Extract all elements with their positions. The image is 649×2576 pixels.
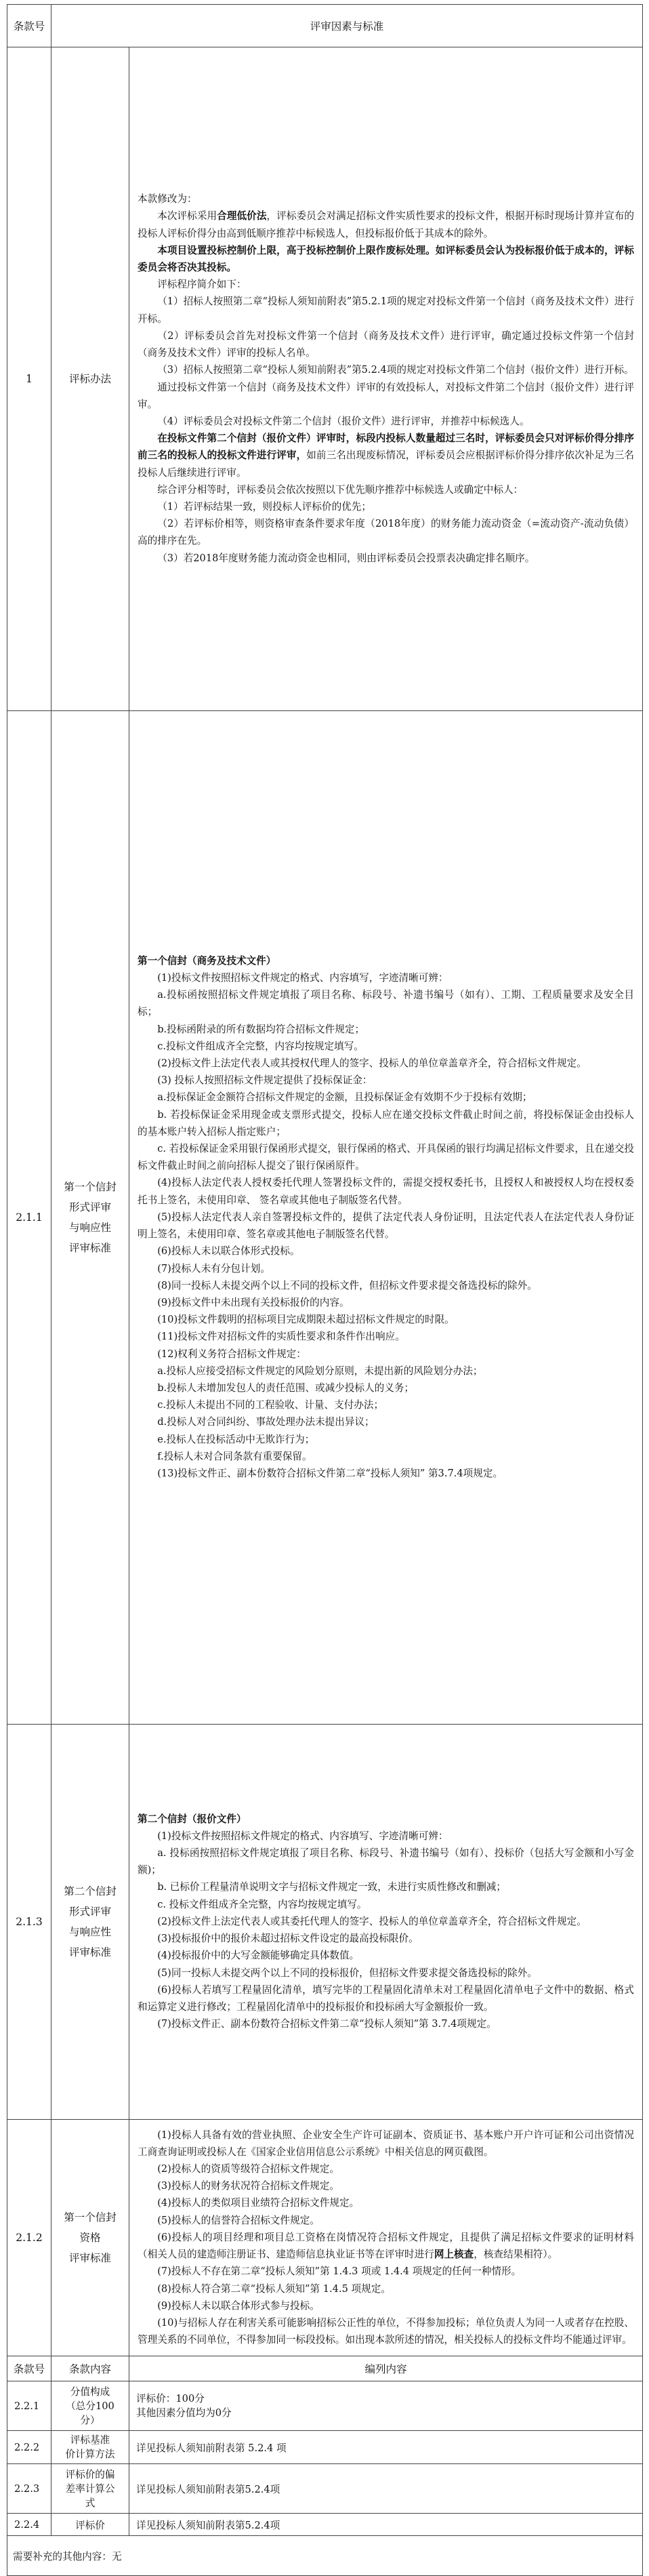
- edit-header-num: 条款号: [7, 2356, 51, 2381]
- paragraph: (7)投标人不存在第二章“投标人须知”第 1.4.3 项或 1.4.4 项规定的任何一种情形。: [157, 2266, 522, 2278]
- text-line: 评审标准: [68, 1242, 111, 1254]
- clause-name: 评标办法: [51, 47, 129, 711]
- paragraph: 本次评标采用合理低价法，评标委员会对满足招标文件实质性要求的投标文件，根据开标时现场计算并宣布的投标人评标价得分由高到低顺序推荐中标候选人，但投标报价低于其成本的除外。: [138, 210, 634, 239]
- paragraph: (1)投标文件按照招标文件规定的格式、内容填写、字迹清晰可辨：: [157, 1830, 448, 1842]
- text-line: 详见投标人须知前附表第5.2.4项: [136, 2483, 280, 2495]
- paragraph: （3）招标人按照第二章“投标人须知前附表”第5.2.4项的规定对投标文件第二个信封（报价文件）进行开标。: [157, 364, 634, 376]
- paragraph: (6)投标人的项目经理和项目总工资格在岗情况符合招标文件规定，且提供了满足招标文件要求的证明材料（相关人员的建造师注册证书、建造师信息执业证书等在评审时进行网上核查，核查结果相符）。: [138, 2231, 635, 2261]
- paragraph: (4)投标人法定代表人授权委托代理人签署投标文件的，需提交授权委托书，且授权人和被授权人均在授权委托书上签名，未使用印章、 签名章或其他电子制版签名代替。: [138, 1177, 635, 1206]
- text-line: 第二个信封: [64, 1885, 117, 1897]
- paragraph: (8)投标人符合第二章“投标人须知”第 1.4.5 项规定。: [157, 2282, 391, 2295]
- paragraph: (5)投标人的信誉符合招标文件规定。: [157, 2214, 320, 2226]
- text-line: 式: [85, 2497, 96, 2509]
- clause-name: [51, 711, 129, 1725]
- paragraph: （2）若评标价相等，则资格审查条件要求年度（2018年度）的财务能力流动资金（=流动资产-流动负债）高的排序在先。: [138, 518, 635, 547]
- paragraph: （4）评标委员会对投标文件第二个信封（报价文件）进行评审，并推荐中标候选人。: [157, 415, 530, 427]
- edit-num: 2.2.4: [7, 2514, 51, 2536]
- paragraph: 评标程序简介如下：: [157, 279, 247, 291]
- paragraph: d.投标人对合同纠纷、事故处理办法未提出异议；: [157, 1416, 375, 1428]
- header-factor: 评审因素与标准: [51, 5, 643, 47]
- paragraph: 综合评分相等时，评标委员会依次按照以下优先顺序推荐中标候选人或确定中标人：: [157, 483, 524, 496]
- paragraph: c.投标文件组成齐全完整，内容均按规定填写。: [157, 1040, 364, 1052]
- text-line: 详见投标人须知前附表第 5.2.4 项: [136, 2442, 287, 2454]
- review-table: [7, 4, 643, 2356]
- paragraph: (4)投标人的类似项目业绩符合招标文件规定。: [157, 2197, 360, 2209]
- edit-content: [129, 2464, 643, 2514]
- row2-paragraphs: [138, 969, 634, 1482]
- paragraph: (6)投标人若填写工程量固化清单，填写完毕的工程量固化清单未对工程量固化清单电子文件中的数据、格式和运算定义进行修改；工程量固化清单中的投标报价和投标函大写金额报价一致。: [138, 1984, 635, 2013]
- paragraph: (2)投标人的资质等级符合招标文件规定。: [157, 2163, 339, 2175]
- table-row: [7, 711, 643, 1725]
- paragraph: (10)投标文件载明的招标项目完成期限未超过招标文件规定的时限。: [157, 1314, 455, 1326]
- edit-header-edit: 编列内容: [129, 2356, 643, 2381]
- paragraph: b.投标人未增加发包人的责任范围、或减少投标人的义务；: [157, 1382, 415, 1394]
- edit-name: [51, 2514, 129, 2536]
- paragraph: (5)同一投标人未提交两个以上不同的投标报价，但招标文件要求提交备选投标的除外。: [157, 1967, 537, 1979]
- footer-row: [7, 2536, 643, 2576]
- edit-name: [51, 2381, 129, 2431]
- header-clause: 条款号: [7, 5, 51, 47]
- clause-body: [129, 47, 643, 711]
- text-line: 评审标准: [68, 2252, 111, 2264]
- document: [7, 4, 642, 2576]
- edit-content: [129, 2381, 643, 2431]
- text-line: 分）: [80, 2414, 100, 2426]
- paragraph: b. 已标价工程量清单说明文字与招标文件规定一致，未进行实质性修改和删减；: [157, 1881, 506, 1893]
- paragraph: (7)投标人未有分包计划。: [157, 1262, 270, 1274]
- text-line: 第一个信封: [64, 2211, 117, 2223]
- clause-body: [129, 711, 643, 1725]
- paragraph: (12)权利义务符合招标文件规定：: [157, 1348, 306, 1360]
- text-line: 评标价: [75, 2519, 105, 2531]
- paragraph: (3)投标报价中的报价未超过招标文件设定的最高投标限价。: [157, 1933, 419, 1945]
- table-row: [7, 2381, 643, 2431]
- clause-number: 2.1.1: [7, 711, 51, 1725]
- paragraph: 在投标文件第二个信封（报价文件）评审时，标段内投标人数量超过三名时，评标委员会只对评标价得分排序前三名的投标人的投标文件进行评审，如前三名出现废标情况，评标委员会应根据评标价得分排序依次补足为三名投标人后继续进行评审。: [138, 432, 635, 479]
- edit-content: [129, 2514, 643, 2536]
- text-line: 其他因素分值均为0分: [136, 2407, 232, 2419]
- clause-number: 2.1.2: [7, 2120, 51, 2356]
- paragraph: (10)与招标人存在利害关系可能影响招标公正性的单位，不得参加投标；单位负责人为同一人或者存在控股、管理关系的不同单位，不得参加同一标段投标。如出现本款所述的情况，相关投标人的投标文件均不能通过评审。: [138, 2316, 635, 2346]
- text-line: 资格: [79, 2232, 101, 2244]
- paragraph: (11)投标文件对招标文件的实质性要求和条件作出响应。: [157, 1331, 405, 1343]
- paragraph: (9)投标文件中未出现有关投标报价的内容。: [157, 1296, 350, 1308]
- text-line: 形式评审: [68, 1906, 111, 1918]
- row4-paragraphs: [138, 2127, 634, 2349]
- paragraph: (7)投标文件正、副本份数符合招标文件第二章“投标人须知”第 3.7.4项规定。: [157, 2018, 497, 2030]
- section-title: 第一个信封（商务及技术文件）: [138, 954, 276, 967]
- paragraph: （1）招标人按照第二章“投标人须知前附表”第5.2.1项的规定对投标文件第一个信封（商务及技术文件）进行开标。: [138, 296, 635, 325]
- paragraph: a.投标函按照招标文件规定填报了项目名称、标段号、补遗书编号（如有）、工期、工程质量要求及安全目标；: [138, 989, 635, 1018]
- paragraph: f.投标人未对合同条款有重要保留。: [157, 1450, 312, 1462]
- footer-note: [7, 2536, 643, 2576]
- table-row: [7, 2514, 643, 2536]
- paragraph: a.投标人应接受招标文件规定的风险划分原则，未提出新的风险划分办法；: [157, 1365, 483, 1377]
- text-line: 价计算方法: [65, 2449, 115, 2460]
- paragraph: (4)投标报价中的大写金额能够确定具体数值。: [157, 1950, 360, 1962]
- edit-table-header: [7, 2356, 643, 2381]
- row3-paragraphs: [138, 1828, 634, 2032]
- paragraph: (3)投标人的财务状况符合招标文件规定。: [157, 2180, 339, 2192]
- table-header-row: [7, 5, 643, 47]
- paragraph: (6)投标人未以联合体形式投标。: [157, 1245, 300, 1257]
- paragraph: (2)投标文件上法定代表人或其委托代理人的签字、投标人的单位章盖章齐全，符合招标文件规定。: [157, 1915, 587, 1927]
- paragraph: 本款修改为：: [138, 193, 197, 205]
- footer-value: 无: [111, 2550, 122, 2562]
- paragraph: 通过投标文件第一个信封（商务及技术文件）评审的有效投标人，对投标文件第二个信封（报价文件）进行评审。: [138, 381, 635, 410]
- text-line: 评标价：100分: [136, 2393, 205, 2404]
- paragraph: (3) 投标人按照招标文件规定提供了投标保证金：: [157, 1074, 373, 1087]
- table-row: [7, 2464, 643, 2514]
- paragraph: c. 投标文件组成齐全完整，内容均按规定填写。: [157, 1898, 367, 1910]
- paragraph: c. 若投标保证金采用银行保函形式提交，银行保函的格式、开具保函的银行均满足招标文件要求，且在递交投标文件截止时间之前向招标人提交了银行保函原件。: [138, 1143, 635, 1172]
- paragraph: （2）评标委员会首先对投标文件第一个信封（商务及技术文件）进行评审，确定通过投标文件第一个信封（商务及技术文件）评审的投标人名单。: [138, 329, 635, 359]
- clause-body: [129, 1725, 643, 2120]
- paragraph: (9)投标人未以联合体形式参与投标。: [157, 2299, 320, 2312]
- paragraph: 本项目设置投标控制价上限，高于投标控制价上限作废标处理。如评标委员会认为投标报价低于成本的，评标委员会将否决其投标。: [138, 244, 635, 274]
- text-line: 差率计算公: [65, 2482, 115, 2495]
- paragraph: (8)同一投标人未提交两个以上不同的投标文件，但招标文件要求提交备选投标的除外。: [157, 1279, 537, 1291]
- section-title: 第二个信封（报价文件）: [138, 1813, 247, 1825]
- table-row: [7, 2120, 643, 2356]
- paragraph: a. 投标函按照招标文件规定填报了项目名称、标段号、补遗书编号（如有）、投标价（包括大写金额和小写金额)；: [138, 1847, 635, 1876]
- paragraph: b.投标函附录的所有数据均符合招标文件规定；: [157, 1023, 365, 1035]
- text-line: 与响应性: [68, 1222, 111, 1234]
- paragraph: （1）若评标结果一致，则投标人评标价的优先；: [157, 500, 371, 512]
- table-row: [7, 47, 643, 711]
- text-line: 与响应性: [68, 1926, 111, 1938]
- paragraph: e.投标人在投标活动中无欺诈行为；: [157, 1433, 315, 1445]
- edit-name: [51, 2431, 129, 2464]
- paragraph: c.投标人未提出不同的工程验收、计量、支付办法；: [157, 1399, 384, 1411]
- clause-body: [129, 2120, 643, 2356]
- paragraph: (5)投标人法定代表人亲自签署投标文件的，提供了法定代表人身份证明，且法定代表人在法定代表人身份证明上签名，未使用印章、签名章或其他电子制版签名代替。: [138, 1211, 635, 1241]
- edit-header-content: 条款内容: [51, 2356, 129, 2381]
- paragraph: (1)投标人具备有效的营业执照、企业安全生产许可证副本、资质证书、基本账户开户许可证和公司出资情况工商查询证明或投标人在《国家企业信用信息公示系统》中相关信息的网页截图。: [138, 2129, 635, 2158]
- edit-num: 2.2.3: [7, 2464, 51, 2514]
- edit-content: [129, 2431, 643, 2464]
- text-line: 第一个信封: [64, 1181, 117, 1193]
- clause-name: [51, 2120, 129, 2356]
- clause-number: 2.1.3: [7, 1725, 51, 2120]
- text-line: 形式评审: [68, 1201, 111, 1213]
- paragraph: (13)投标文件正、副本份数符合招标文件第二章“投标人须知” 第3.7.4项规定。: [157, 1467, 503, 1479]
- clause-number: 1: [7, 47, 51, 711]
- edit-num: 2.2.2: [7, 2431, 51, 2464]
- text-line: （总分100: [66, 2400, 114, 2412]
- paragraph: (2)投标文件上法定代表人或其授权代理人的签字、投标人的单位章盖章齐全，符合招标文件规定。: [157, 1058, 587, 1070]
- edit-name: [51, 2464, 129, 2514]
- row1-paragraphs: [138, 190, 634, 566]
- table-row: [7, 2431, 643, 2464]
- paragraph: a.投标保证金金额符合招标文件规定的金额，且投标保证金有效期不少于投标有效期；: [157, 1091, 532, 1104]
- text-line: 详见投标人须知前附表第5.2.4项: [136, 2519, 280, 2531]
- paragraph: (1)投标文件按照招标文件规定的格式、内容填写，字迹清晰可辨：: [157, 972, 448, 984]
- edit-num: 2.2.1: [7, 2381, 51, 2431]
- paragraph: （3）若2018年度财务能力流动资金也相同，则由评标委员会投票表决确定排名顺序。: [157, 552, 535, 564]
- edit-table: [7, 2356, 643, 2576]
- text-line: 评标价的偏: [65, 2468, 115, 2480]
- footer-label: 需要补充的其他内容：: [13, 2550, 112, 2562]
- clause-name: [51, 1725, 129, 2120]
- text-line: 评标基准: [70, 2434, 110, 2446]
- paragraph: b. 若投标保证金采用现金或支票形式提交，投标人应在递交投标文件截止时间之前，将投标保证金由投标人的基本账户转入招标人指定账户；: [138, 1108, 635, 1138]
- text-line: 分值构成: [70, 2386, 110, 2398]
- table-row: [7, 1725, 643, 2120]
- text-line: 评审标准: [68, 1946, 111, 1958]
